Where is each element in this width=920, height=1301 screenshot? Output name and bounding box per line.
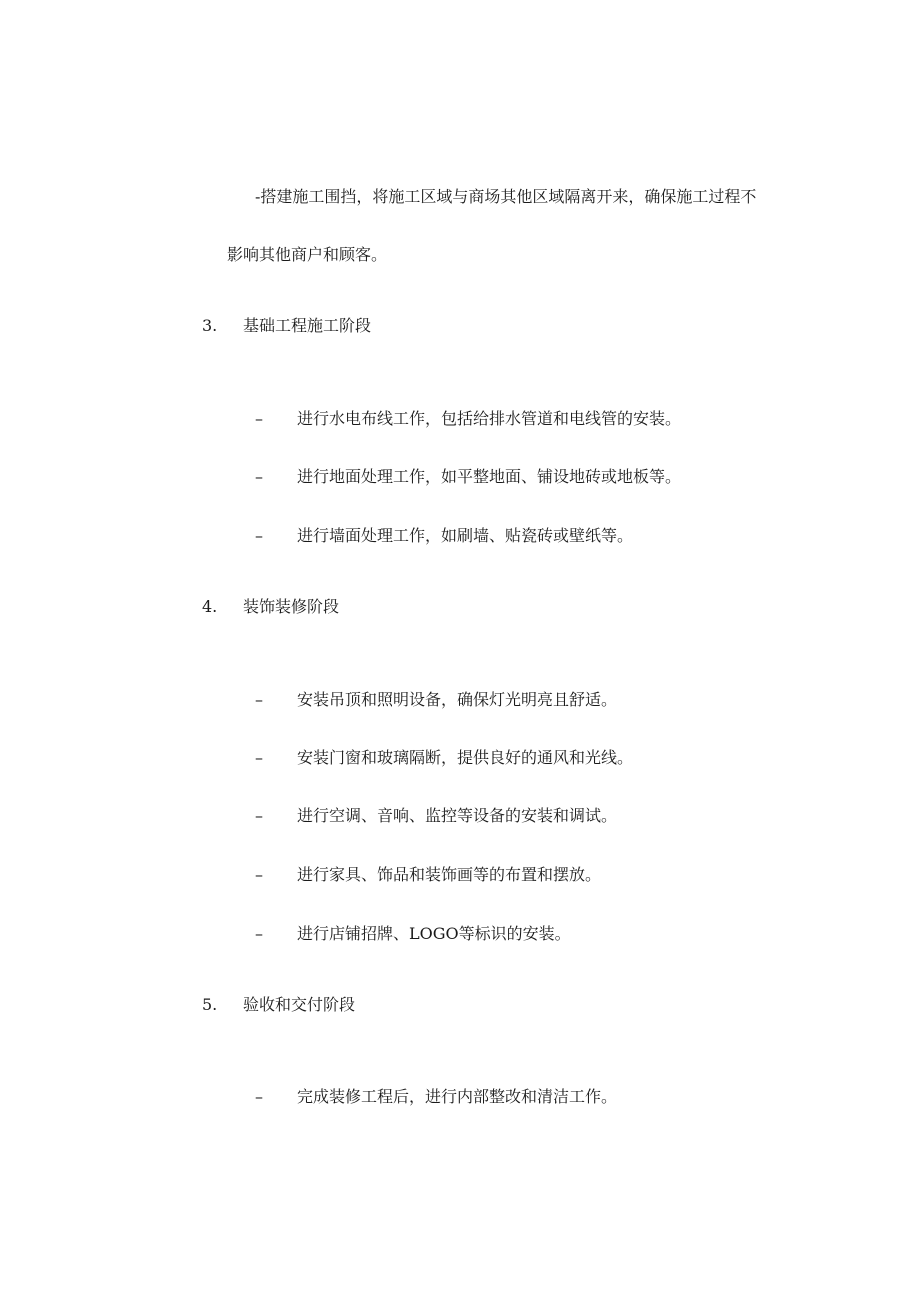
section-number: 3. xyxy=(202,316,218,335)
bullet-dash: – xyxy=(255,690,263,709)
list-item-text: 进行家具、饰品和装饰画等的布置和摆放。 xyxy=(297,865,602,884)
list-item xyxy=(0,526,920,546)
list-item-text: 安装吊顶和照明设备，确保灯光明亮且舒适。 xyxy=(297,690,618,709)
section-heading xyxy=(0,316,920,336)
bullet-dash: – xyxy=(255,409,263,428)
bullet-dash: – xyxy=(255,806,263,825)
section-heading xyxy=(0,995,920,1015)
paragraph-line: -搭建施工围挡，将施工区域与商场其他区域隔离开来，确保施工过程不 xyxy=(255,187,757,206)
list-item xyxy=(0,806,920,826)
list-item xyxy=(0,409,920,429)
list-item xyxy=(0,1087,920,1107)
section-number: 4. xyxy=(202,597,218,616)
list-item-text: 进行水电布线工作，包括给排水管道和电线管的安装。 xyxy=(297,409,682,428)
section-title: 基础工程施工阶段 xyxy=(243,316,372,335)
list-item-text: 进行店铺招牌、LOGO等标识的安装。 xyxy=(297,924,571,943)
list-item xyxy=(0,690,920,710)
list-item xyxy=(0,865,920,885)
bullet-dash: – xyxy=(255,865,263,884)
bullet-dash: – xyxy=(255,748,263,767)
section-number: 5. xyxy=(202,995,218,1014)
bullet-dash: – xyxy=(255,526,263,545)
bullet-dash: – xyxy=(255,467,263,486)
list-item xyxy=(0,748,920,768)
list-item xyxy=(0,467,920,487)
bullet-dash: – xyxy=(255,1087,263,1106)
list-item-text: 进行空调、音响、监控等设备的安装和调试。 xyxy=(297,806,618,825)
section-title: 验收和交付阶段 xyxy=(243,995,356,1014)
list-item-text: 进行墙面处理工作，如刷墙、贴瓷砖或壁纸等。 xyxy=(297,526,634,545)
list-item-text: 进行地面处理工作，如平整地面、铺设地砖或地板等。 xyxy=(297,467,682,486)
section-heading xyxy=(0,597,920,617)
list-item-text: 完成装修工程后，进行内部整改和清洁工作。 xyxy=(297,1087,618,1106)
bullet-dash: – xyxy=(255,924,263,943)
section-title: 装饰装修阶段 xyxy=(243,597,340,616)
paragraph-line: 影响其他商户和顾客。 xyxy=(227,245,388,264)
list-item-text: 安装门窗和玻璃隔断，提供良好的通风和光线。 xyxy=(297,748,634,767)
list-item xyxy=(0,924,920,944)
